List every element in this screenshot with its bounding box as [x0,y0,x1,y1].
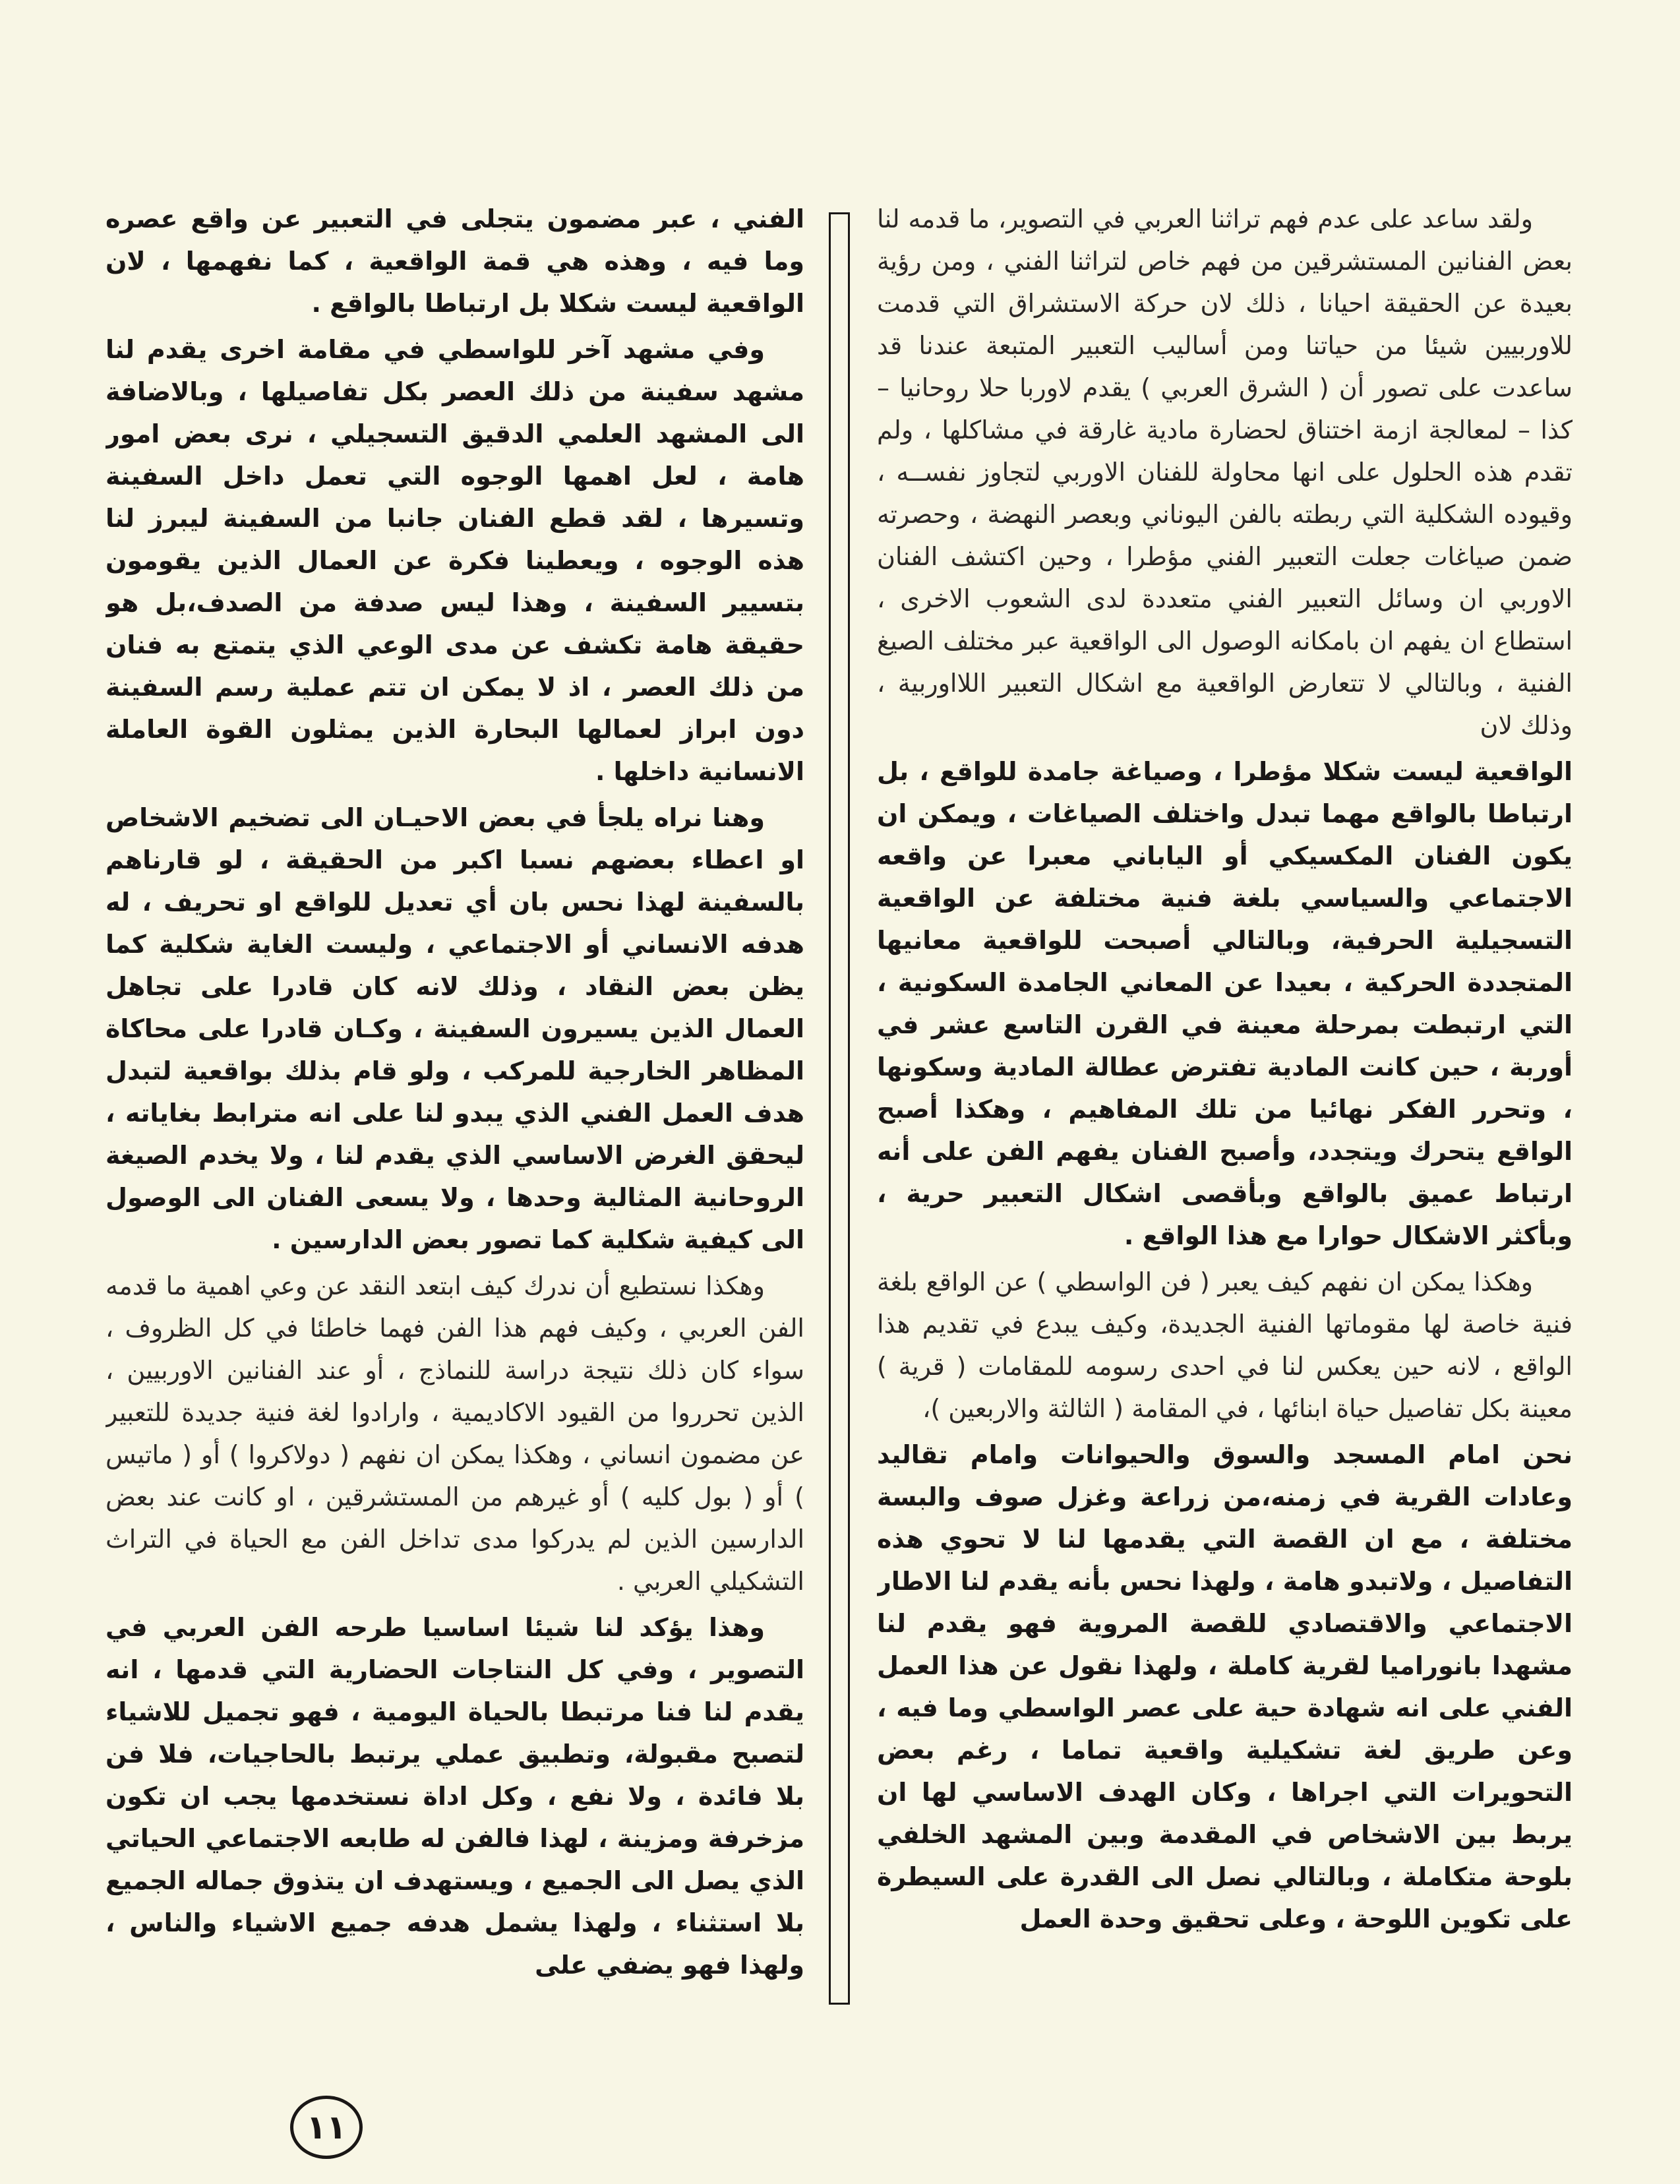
paragraph: ولقد ساعد على عدم فهم تراثنا العربي في التصوير، ما قدمه لنا بعض الفنانين المستشرقين من فهم خاص لتراثنا الفني ، ومن رؤية بعيدة عن الحقيقة احيانا ، ذلك لان حركة الاستشراق التي قدمت للاوربيين شيئا من حياتنا ومن أساليب التعبير المتبعة عندنا قد ساعدت على تصور أن ( الشرق العربي ) يقدم لاوربا حلا روحانيا – كذا – لمعالجة ازمة اختناق لحضارة مادية غارقة في مشاكلها ، ولم تقدم هذه الحلول على انها محاولة للفنان الاوربي لتجاوز نفســه ، وقيوده الشكلية التي ربطته بالفن اليوناني وبعصر النهضة ، وحصرته ضمن صياغات جعلت التعبير الفني مؤطرا ، وحين اكتشف الفنان الاوربي ان وسائل التعبير الفني متعددة لدى الشعوب الاخرى ، استطاع ان يفهم ان بامكانه الوصول الى الواقعية عبر مختلف الصيغ الفنية ، وبالتالي لا تتعارض الواقعية مع اشكال التعبير اللااوربية ، وذلك لان [877,204,1573,740]
left-text-column [105,198,804,2005]
column-divider [829,212,850,2005]
paragraph: وهكذا يمكن ان نفهم كيف يعبر ( فن الواسطي ) عن الواقع بلغة فنية خاصة لها مقوماتها الفنية الجديدة، وكيف يبدع في تقديم هذا الواقع ، لانه حين يعكس لنا في احدى رسومه للمقامات ( قرية ) معينة بكل تفاصيل حياة ابنائها ، في المقامة ( الثالثة والاربعين )، [877,1267,1573,1423]
page-number-badge [290,2096,363,2159]
paragraph: وهنا نراه يلجأ في بعض الاحيـان الى تضخيم الاشخاص او اعطاء بعضهم نسبا اكبر من الحقيقة ، لو قارناهم بالسفينة لهذا نحس بان أي تعديل للواقع او تحريف ، له هدفه الانساني أو الاجتماعي ، وليست الغاية شكلية كما يظن بعض النقاد ، وذلك لانه كان قادرا على تجاهل العمال الذين يسيرون السفينة ، وكـان قادرا على محاكاة المظاهر الخارجية للمركب ، ولو قام بذلك بواقعية لتبدل هدف العمل الفني الذي يبدو لنا على انه مترابط بغاياته ، ليحقق الغرض الاساسي الذي يقدم لنا ، ولا يخدم الصيغة الروحانية المثالية وحدها ، ولا يسعى الفنان الى الوصول الى كيفية شكلية كما تصور بعض الدارسين . [105,803,804,1254]
paragraph: وفي مشهد آخر للواسطي في مقامة اخرى يقدم لنا مشهد سفينة من ذلك العصر بكل تفاصيلها ، وبالاضافة الى المشهد العلمي الدقيق التسجيلي ، نرى بعض امور هامة ، لعل اهمها الوجوه التي تعمل داخل السفينة وتسيرها ، لقد قطع الفنان جانبا من السفينة ليبرز لنا هذه الوجوه ، ويعطينا فكرة عن العمال الذين يقومون بتسيير السفينة ، وهذا ليس صدفة من الصدف،بل هو حقيقة هامة تكشف عن مدى الوعي الذي يتمتع به فنان من ذلك العصر ، اذ لا يمكن ان تتم عملية رسم السفينة دون ابراز لعمالها البحارة الذين يمثلون القوة العاملة الانسانية داخلها . [105,335,804,786]
paragraph: الواقعية ليست شكلا مؤطرا ، وصياغة جامدة للواقع ، بل ارتباطا بالواقع مهما تبدل واختلف الصياغات ، ويمكن ان يكون الفنان المكسيكي أو الياباني معبرا عن واقعه الاجتماعي والسياسي بلغة فنية مختلفة عن الواقعية التسجيلية الحرفية، وبالتالي أصبحت للواقعية معانيها المتجددة الحركية ، بعيدا عن المعاني الجامدة السكونية ، التي ارتبطت بمرحلة معينة في القرن التاسع عشر في أوربة ، حين كانت المادية تفترض عطالة المادية وسكونها ، وتحرر الفكر نهائيا من تلك المفاهيم ، وهكذا أصبح الواقع يتحرك ويتجدد، وأصبح الفنان يفهم الفن على أنه ارتباط عميق بالواقع وبأقصى اشكال التعبير حرية ، وبأكثر الاشكال حوارا مع هذا الواقع . [877,757,1573,1250]
paragraph: وهذا يؤكد لنا شيئا اساسيا طرحه الفن العربي في التصوير ، وفي كل النتاجات الحضارية التي قدمها ، انه يقدم لنا فنا مرتبطا بالحياة اليومية ، فهو تجميل للاشياء لتصبح مقبولة، وتطبيق عملي يرتبط بالحاجيات، فلا فن بلا فائدة ، ولا نفع ، وكل اداة نستخدمها يجب ان تكون مزخرفة ومزينة ، لهذا فالفن له طابعه الاجتماعي الحياتي الذي يصل الى الجميع ، ويستهدف ان يتذوق جماله الجميع بلا استثناء ، ولهذا يشمل هدفه جميع الاشياء والناس ، ولهذا فهو يضفي على [105,1613,804,1980]
page-number: ١١ [306,2108,347,2146]
paragraph: الفني ، عبر مضمون يتجلى في التعبير عن واقع عصره وما فيه ، وهذه هي قمة الواقعية ، كما نفهمها ، لان الواقعية ليست شكلا بل ارتباطا بالواقع . [105,204,804,318]
right-text-column [877,198,1573,2005]
paragraph: نحن امام المسجد والسوق والحيوانات وامام تقاليد وعادات القرية في زمنه،من زراعة وغزل صوف والبسة مختلفة ، مع ان القصة التي يقدمها لنا لا تحوي هذه التفاصيل ، ولاتبدو هامة ، ولهذا نحس بأنه يقدم لنا الاطار الاجتماعي والاقتصادي للقصة المروية فهو يقدم لنا مشهدا بانوراميا لقرية كاملة ، ولهذا نقول عن هذا العمل الفني على انه شهادة حية على عصر الواسطي وما فيه ، وعن طريق لغة تشكيلية واقعية تماما ، رغم بعض التحويرات التي اجراها ، وكان الهدف الاساسي لها ان يربط بين الاشخاص في المقدمة وبين المشهد الخلفي بلوحة متكاملة ، وبالتالي نصل الى القدرة على السيطرة على تكوين اللوحة ، وعلى تحقيق وحدة العمل [877,1440,1573,1933]
paragraph: وهكذا نستطيع أن ندرك كيف ابتعد النقد عن وعي اهمية ما قدمه الفن العربي ، وكيف فهم هذا الفن فهما خاطئا في كل الظروف ، سواء كان ذلك نتيجة دراسة للنماذج ، أو عند الفنانين الاوربيين ، الذين تحرروا من القيود الاكاديمية ، وارادوا لغة فنية جديدة للتعبير عن مضمون انساني ، وهكذا يمكن ان نفهم ( دولاكروا ) أو ( ماتيس ) أو ( بول كليه ) أو غيرهم من المستشرقين ، او كانت عند بعض الدارسين الذين لم يدركوا مدى تداخل الفن مع الحياة في التراث التشكيلي العربي . [105,1271,804,1596]
